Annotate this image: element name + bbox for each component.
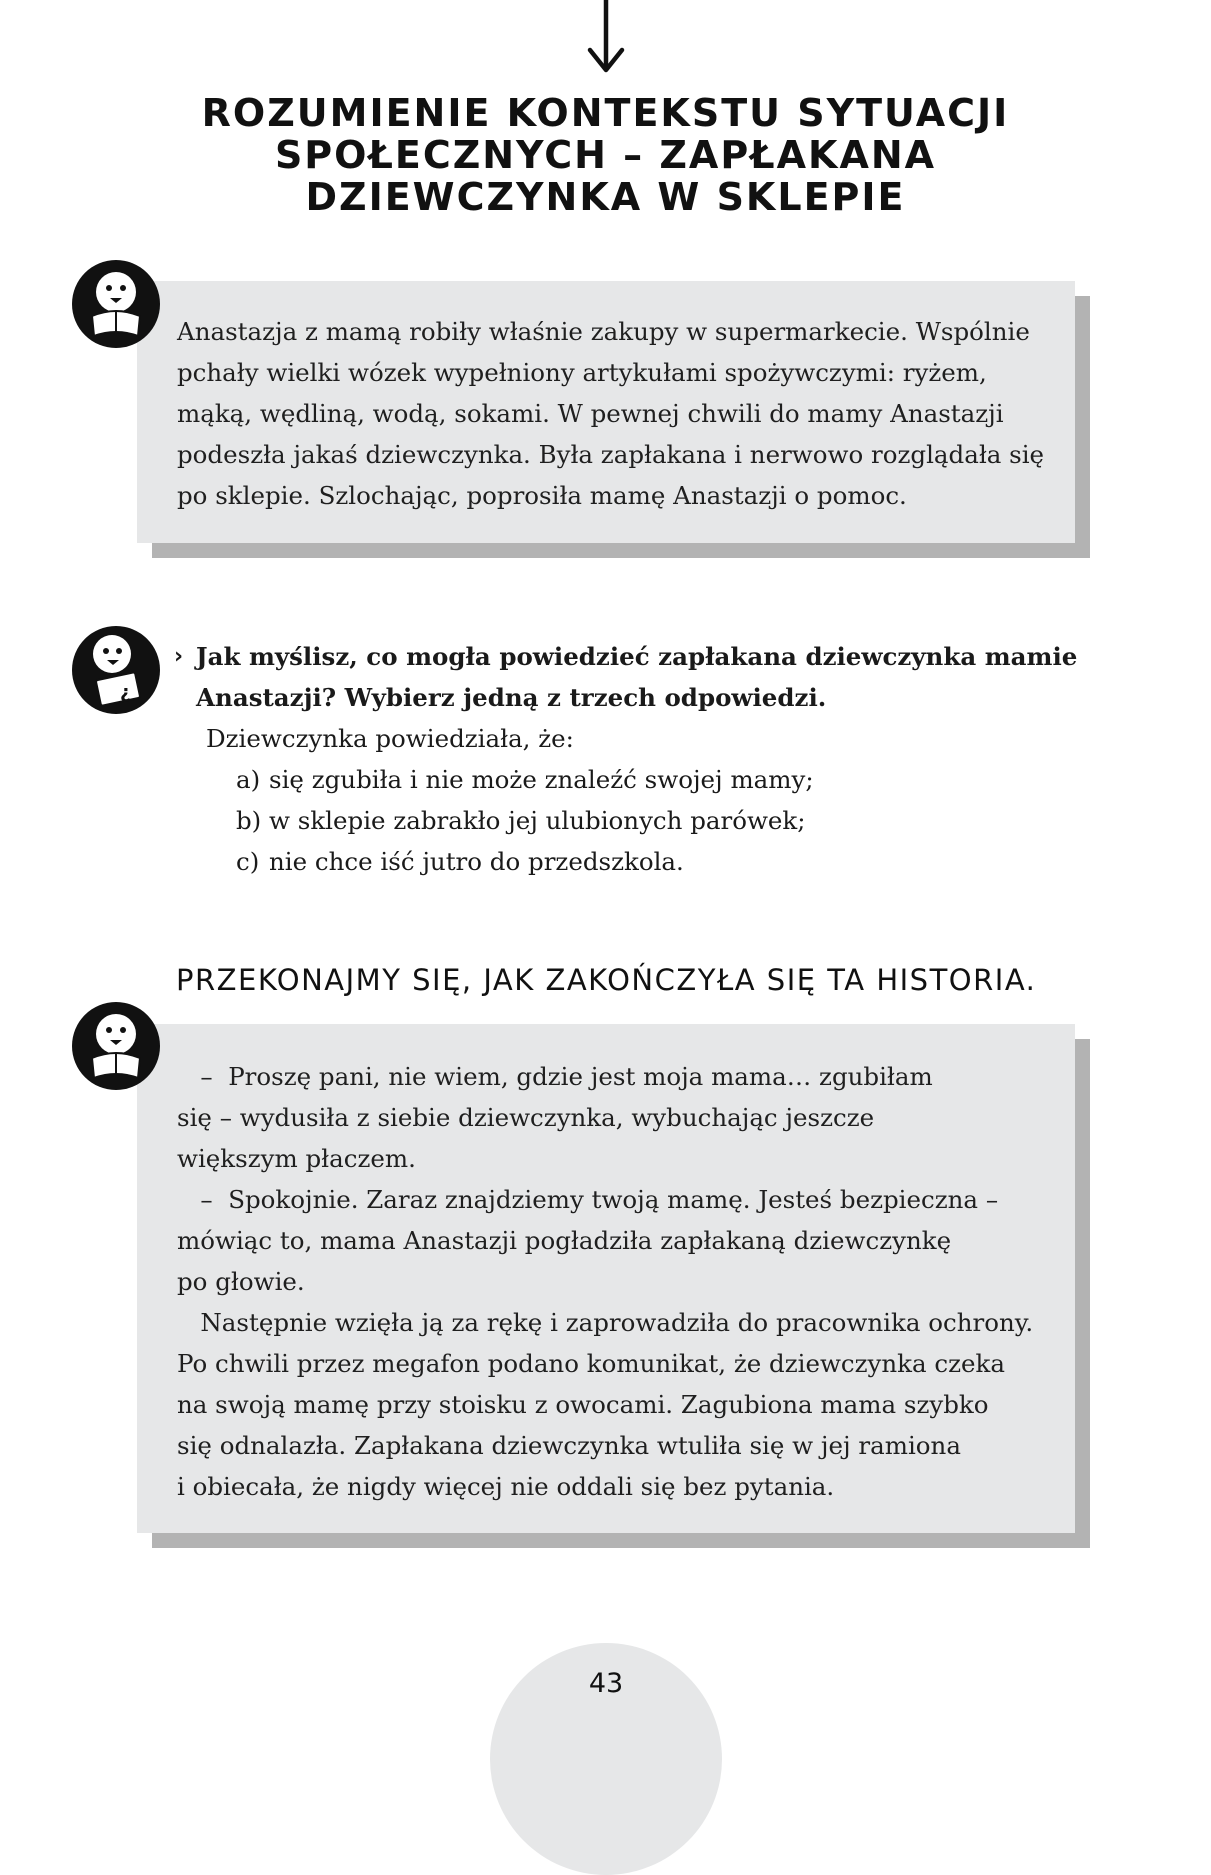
- option-text: się zgubiła i nie może znaleźć swojej mamy;: [269, 765, 814, 794]
- ending-line: Następnie wzięła ją za rękę i zaprowadziła do pracownika ochrony.: [177, 1308, 1034, 1337]
- option-letter: c): [236, 847, 260, 876]
- answer-option-b: [176, 800, 1077, 841]
- question-intro: Dziewczynka powiedziała, że:: [206, 724, 574, 753]
- ending-line: większym płaczem.: [177, 1144, 416, 1173]
- ending-box: [137, 1024, 1075, 1533]
- reading-mascot-icon: [70, 258, 162, 350]
- ending-line: – Proszę pani, nie wiem, gdzie jest moja mama… zgubiłam: [177, 1062, 933, 1091]
- story-line: pchały wielki wózek wypełniony artykułami spożywczymi: ryżem,: [177, 358, 987, 387]
- svg-text:¿: ¿: [120, 682, 131, 703]
- story-line: podeszła jakaś dziewczynka. Była zapłakana i nerwowo rozglądała się: [177, 440, 1045, 469]
- title-line: ROZUMIENIE KONTEKSTU SYTUACJI: [201, 91, 1010, 135]
- ending-line: Po chwili przez megafon podano komunikat, że dziewczynka czeka: [177, 1349, 1005, 1378]
- bullet-chevron-icon: ›: [174, 644, 184, 669]
- ending-line: się odnalazła. Zapłakana dziewczynka wtuliła się w jej ramiona: [177, 1431, 961, 1460]
- story-box: [137, 281, 1075, 543]
- down-arrow-icon: [586, 0, 626, 75]
- title-line: DZIEWCZYNKA W SKLEPIE: [305, 175, 906, 219]
- option-text: w sklepie zabrakło jej ulubionych parówek;: [269, 806, 806, 835]
- story-line: po sklepie. Szlochając, poprosiła mamę Anastazji o pomoc.: [177, 481, 907, 510]
- reading-mascot-icon: [70, 1000, 162, 1092]
- question-mascot-icon: [70, 624, 162, 716]
- ending-line: się – wydusiła z siebie dziewczynka, wybuchając jeszcze: [177, 1103, 875, 1132]
- question-prompt: Jak myślisz, co mogła powiedzieć zapłakana dziewczynka mamie: [196, 642, 1078, 671]
- page-number: 43: [588, 1668, 624, 1699]
- story-line: Anastazja z mamą robiły właśnie zakupy w supermarkecie. Wspólnie: [177, 317, 1030, 346]
- title-line: SPOŁECZNYCH – ZAPŁAKANA: [274, 133, 937, 177]
- question-block: [176, 636, 1077, 882]
- ending-line: mówiąc to, mama Anastazji pogładziła zapłakaną dziewczynkę: [177, 1226, 952, 1255]
- ending-line: po głowie.: [177, 1267, 305, 1296]
- section-subheading: PRZEKONAJMY SIĘ, JAK ZAKOŃCZYŁA SIĘ TA HISTORIA.: [176, 963, 1037, 997]
- page-title: [150, 92, 1061, 218]
- answer-option-a: [176, 759, 1077, 800]
- ending-line: na swoją mamę przy stoisku z owocami. Zagubiona mama szybko: [177, 1390, 989, 1419]
- option-letter: b): [236, 806, 262, 835]
- option-text: nie chce iść jutro do przedszkola.: [269, 847, 684, 876]
- ending-line: – Spokojnie. Zaraz znajdziemy twoją mamę. Jesteś bezpieczna –: [177, 1185, 999, 1214]
- question-prompt: Anastazji? Wybierz jedną z trzech odpowiedzi.: [196, 683, 827, 712]
- ending-line: i obiecała, że nigdy więcej nie oddali się bez pytania.: [177, 1472, 835, 1501]
- option-letter: a): [236, 765, 261, 794]
- answer-option-c: [176, 841, 1077, 882]
- story-line: mąką, wędliną, wodą, sokami. W pewnej chwili do mamy Anastazji: [177, 399, 1004, 428]
